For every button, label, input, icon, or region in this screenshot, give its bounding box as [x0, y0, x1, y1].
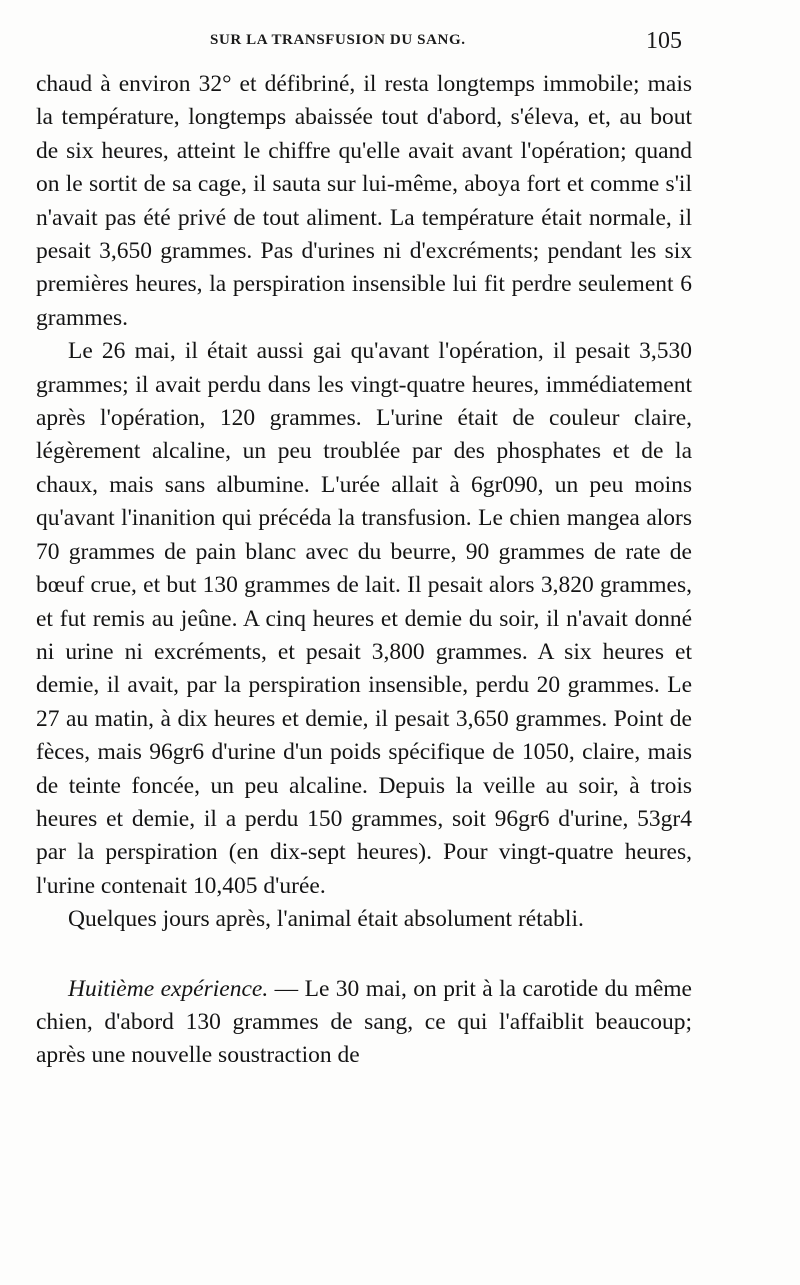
paragraph: Le 26 mai, il était aussi gai qu'avant l'opération, il pesait 3,530 grammes; il avait perdu dans les vingt-quatre heures, immédiatement après l'opération, 120 grammes. L'urine était de couleur claire, légèrement alcaline, un peu troublée par des phosphates et de la chaux, mais sans albumine. L'urée allait à 6gr090, un peu moins qu'avant l'inanition qui précéda la transfusion. Le chien mangea alors 70 grammes de pain blanc avec du beurre, 90 grammes de rate de bœuf crue, et but 130 grammes de lait. Il pesait alors 3,820 grammes, et fut remis au jeûne. A cinq heures et demie du soir, il n'avait donné ni urine ni excréments, et pesait 3,800 grammes. A six heures et demie, il avait, par la perspiration insensible, perdu 20 grammes. Le 27 au matin, à dix heures et demie, il pesait 3,650 grammes. Point de fèces, mais 96gr6 d'urine d'un poids spécifique de 1050, claire, mais de teinte foncée, un peu alcaline. Depuis la veille au soir, à trois heures et demie, il a perdu 150 grammes, soit 96gr6 d'urine, 53gr4 par la perspiration (en dix-sept heures). Pour vingt-quatre heures, l'urine contenait 10,405 d'urée.	[36, 338, 692, 899]
paragraph-experiment	[36, 973, 692, 1073]
body-text	[36, 68, 692, 1073]
page-number: 105	[646, 28, 682, 54]
experiment-text: — Le 30 mai, on prit à la carotide du même chien, d'abord 130 grammes de sang, ce qui l'affaiblit beaucoup; après une nouvelle soustraction de	[36, 975, 692, 1069]
running-title: SUR LA TRANSFUSION DU SANG.	[210, 32, 466, 48]
paragraph-continuation: chaud à environ 32° et défibriné, il resta longtemps immobile; mais la température, longtemps abaissée tout d'abord, s'éleva, et, au bout de six heures, atteint le chiffre qu'elle avait avant l'opération; quand on le sortit de sa cage, il sauta sur lui-même, aboya fort et comme s'il n'avait pas été privé de tout aliment. La température était normale, il pesait 3,650 grammes. Pas d'urines ni d'excréments; pendant les six premières heures, la perspiration insensible lui fit perdre seulement 6 grammes.	[36, 71, 692, 331]
paragraph: Quelques jours après, l'animal était absolument rétabli.	[68, 906, 584, 933]
experiment-heading: Huitième expérience.	[68, 975, 269, 1002]
